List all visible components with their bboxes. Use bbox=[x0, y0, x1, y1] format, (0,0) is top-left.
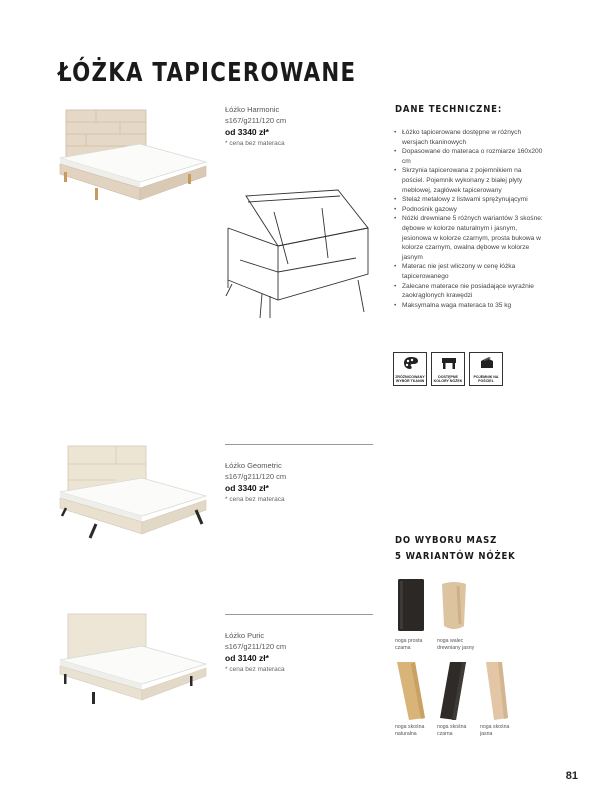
bed-puric-image bbox=[56, 612, 210, 708]
tech-item: • Dopasowane do materaca o rozmiarze 160x200 cm bbox=[394, 147, 544, 166]
tech-title: DANE TECHNICZNE: bbox=[395, 104, 503, 115]
price-note: * cena bez materaca bbox=[225, 140, 285, 147]
tech-item: • Podnośnik gazowy bbox=[394, 205, 544, 215]
legs-title-line1: DO WYBORU MASZ bbox=[395, 535, 498, 546]
leg-caption: noga skośna naturalna bbox=[395, 724, 425, 737]
bed-name: Łóżko Puric bbox=[225, 631, 265, 640]
bed-dimensions: s167/g211/120 cm bbox=[225, 642, 287, 651]
tech-item: • Materac nie jest wliczony w cenę łóżka tapicerowanego bbox=[394, 262, 544, 281]
page-title: ŁÓŻKA TAPICEROWANE bbox=[58, 58, 357, 88]
bed-price: od 3140 zł* bbox=[225, 653, 269, 663]
bed-price: od 3340 zł* bbox=[225, 483, 269, 493]
bed-harmonic-info bbox=[225, 104, 286, 149]
bed-harmonic-image bbox=[56, 108, 210, 204]
bed-name: Łóżko Geometric bbox=[225, 461, 282, 470]
leg-slanted-natural-swatch bbox=[393, 660, 427, 722]
divider bbox=[225, 614, 373, 615]
tech-item: • Skrzynia tapicerowana z pojemnikiem na pościel. Pojemnik wykonany z białej płyty meblowej, zagłówek tapicerowany bbox=[394, 166, 544, 195]
leg-caption: noga skośna jasna bbox=[480, 724, 510, 737]
price-note: * cena bez materaca bbox=[225, 666, 285, 673]
price-note: * cena bez materaca bbox=[225, 496, 285, 503]
bed-geometric-info bbox=[225, 460, 286, 505]
bed-dimensions: s167/g211/120 cm bbox=[225, 116, 287, 125]
storage-lift-drawing bbox=[218, 188, 380, 328]
leg-caption: noga skośna czarna bbox=[437, 724, 467, 737]
badge-leg-colors bbox=[431, 352, 465, 386]
tech-item: • Stelaż metalowy z listwami sprężynującymi bbox=[394, 195, 544, 205]
tech-item: • Maksymalna waga materaca to 35 kg bbox=[394, 301, 544, 311]
leg-slanted-light-swatch bbox=[480, 660, 510, 722]
leg-caption: noga walec drewniany jasny bbox=[437, 638, 475, 651]
bed-legs-icon bbox=[441, 356, 457, 370]
leg-caption: noga prosta czarna bbox=[395, 638, 423, 651]
page-number: 81 bbox=[565, 770, 578, 782]
badge-fabric bbox=[393, 352, 427, 386]
badge-storage bbox=[469, 352, 503, 386]
palette-icon bbox=[403, 356, 419, 370]
tech-item: • Nóżki drewniane 5 różnych wariantów 3 skośne: dębowe w kolorze naturalnym i jasnym, jesionowa w kolorze czarnym, prosta bukowa w kolorze czarnym, owalna dębowe w kolorze jasnym bbox=[394, 214, 544, 262]
tech-item: • Zalecane materace nie posiadające wyraźnie zaokrąglonych krawędzi bbox=[394, 282, 544, 301]
leg-cylinder-light-swatch bbox=[440, 580, 468, 632]
bed-dimensions: s167/g211/120 cm bbox=[225, 472, 287, 481]
badge-label: ZRÓŻNICOWANY WYBÓR TKANIN bbox=[395, 374, 425, 383]
leg-slanted-black-swatch bbox=[436, 660, 470, 722]
bed-puric-info bbox=[225, 630, 286, 675]
tech-item: • Łóżko tapicerowane dostępne w różnych wersjach tkaninowych bbox=[394, 128, 544, 147]
bed-price: od 3340 zł* bbox=[225, 127, 269, 137]
storage-box-icon bbox=[479, 356, 495, 370]
legs-title-line2: 5 WARIANTÓW NÓŻEK bbox=[395, 551, 516, 562]
bed-name: Łóżko Harmonic bbox=[225, 105, 280, 114]
divider bbox=[225, 444, 373, 445]
tech-list bbox=[394, 128, 544, 310]
leg-straight-black-swatch bbox=[396, 578, 426, 632]
bed-geometric-image bbox=[56, 444, 210, 540]
badge-label: POJEMNIK NA POŚCIEL bbox=[473, 374, 499, 383]
badge-label: DOSTĘPNE KOLORY NÓŻEK bbox=[433, 374, 463, 383]
